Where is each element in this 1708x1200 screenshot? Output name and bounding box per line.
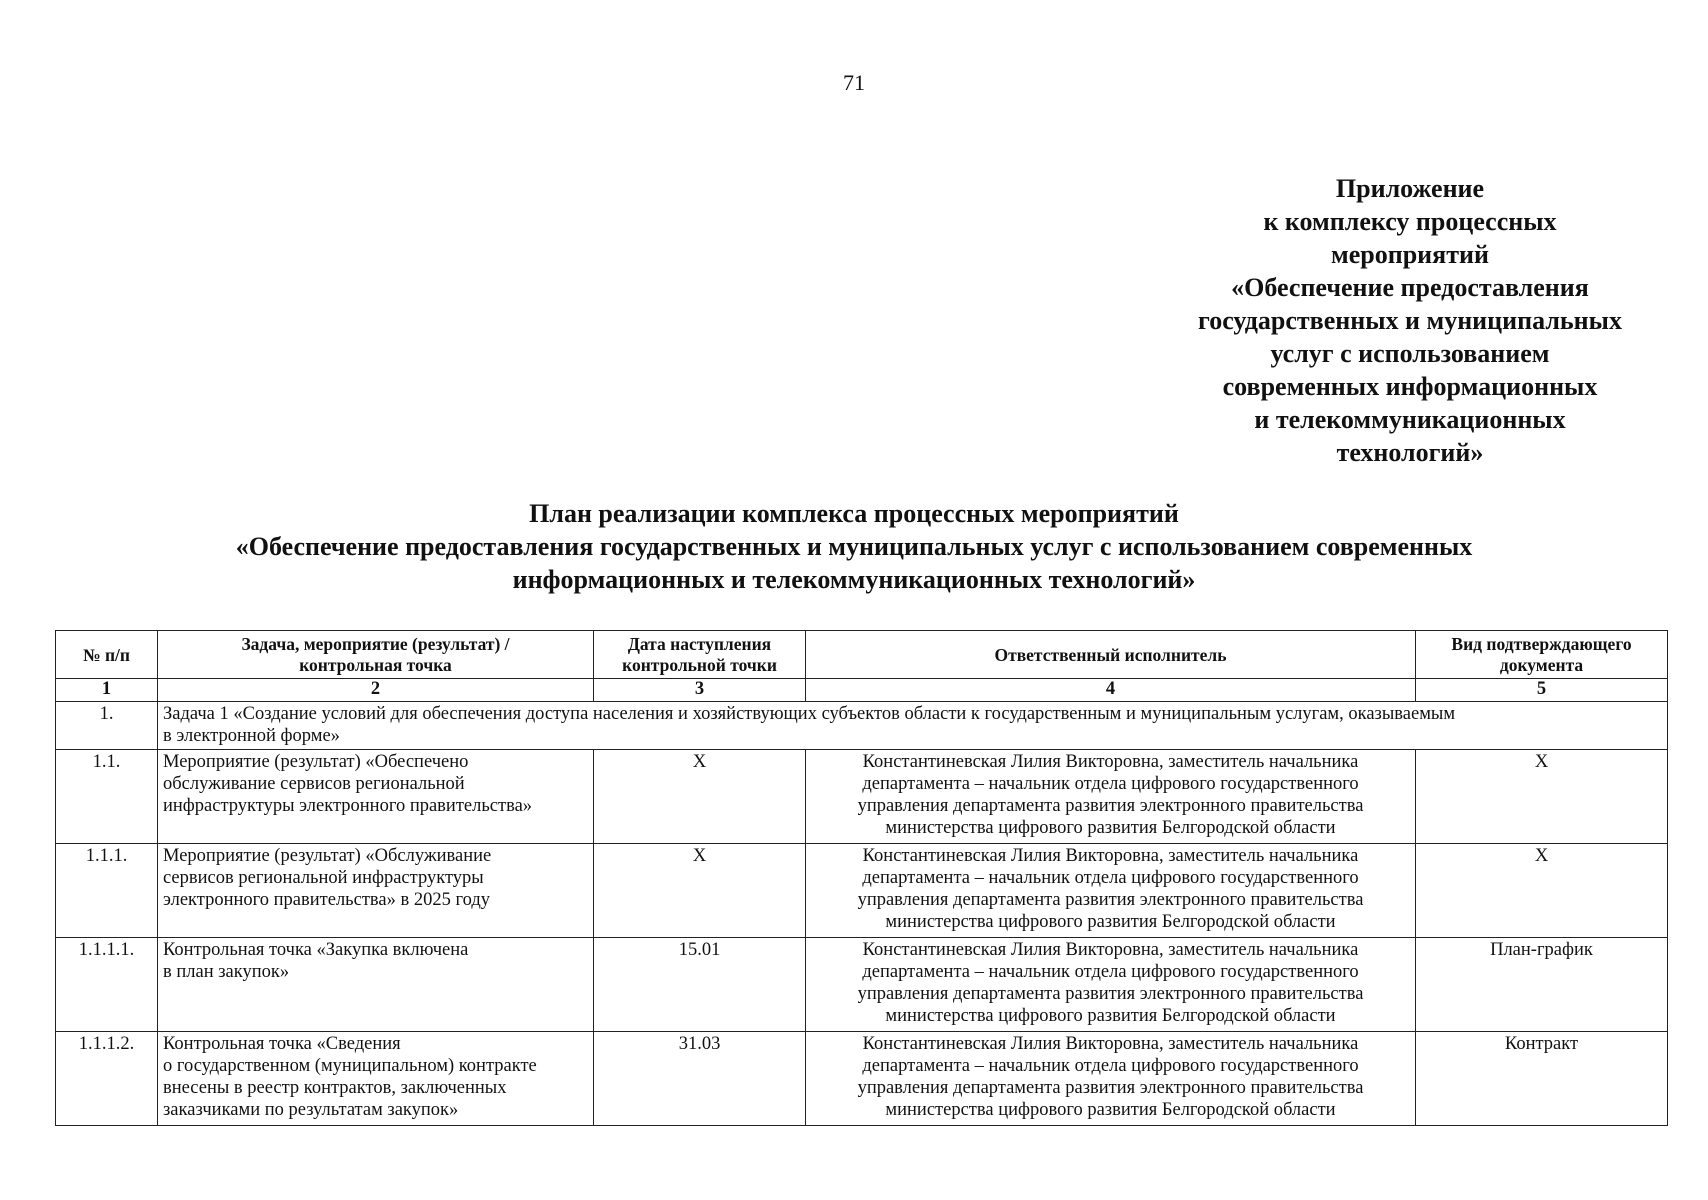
appendix-line: и телекоммуникационных (1254, 405, 1566, 434)
plan-title-line: План реализации комплекса процессных мероприятий (529, 499, 1179, 528)
appendix-line: Приложение (1335, 174, 1485, 203)
plan-title (0, 497, 1708, 596)
row-date: Х (594, 844, 806, 938)
row-task: Мероприятие (результат) «Обслуживание сервисов региональной инфраструктуры электронного правительства» в 2025 году (158, 844, 594, 938)
column-number: 5 (1416, 679, 1668, 702)
appendix-line: к комплексу процессных (1263, 207, 1557, 236)
table-row (56, 938, 1668, 1032)
row-task: Контрольная точка «Закупка включена в план закупок» (158, 938, 594, 1032)
appendix-line: «Обеспечение предоставления (1231, 273, 1589, 302)
row-num: 1.1. (56, 750, 158, 844)
plan-title-line: информационных и телекоммуникационных технологий» (512, 565, 1196, 594)
plan-table (55, 630, 1668, 1126)
task-row (56, 702, 1668, 750)
column-number: 2 (158, 679, 594, 702)
row-doc: Х (1416, 750, 1668, 844)
column-number: 1 (56, 679, 158, 702)
appendix-line: технологий» (1336, 438, 1484, 467)
row-doc: План-график (1416, 938, 1668, 1032)
row-task: Контрольная точка «Сведения о государственном (муниципальном) контракте внесены в реестр контрактов, заключенных заказчиками по результатам закупок» (158, 1032, 594, 1126)
page-number: 71 (843, 70, 865, 95)
plan-title-line: «Обеспечение предоставления государственных и муниципальных услуг с использованием современных (235, 532, 1473, 561)
row-date: 15.01 (594, 938, 806, 1032)
row-responsible: Константиневская Лилия Викторовна, заместитель начальника департамента – начальник отдела цифрового государственного управления департамента развития электронного правительства министерства цифрового развития Белгородской области (806, 1032, 1416, 1126)
appendix-line: услуг с использованием (1270, 339, 1550, 368)
appendix-line: современных информационных (1222, 372, 1598, 401)
row-num: 1.1.1.1. (56, 938, 158, 1032)
row-doc: Контракт (1416, 1032, 1668, 1126)
row-doc: Х (1416, 844, 1668, 938)
column-number: 3 (594, 679, 806, 702)
row-responsible: Константиневская Лилия Викторовна, заместитель начальника департамента – начальник отдела цифрового государственного управления департамента развития электронного правительства министерства цифрового развития Белгородской области (806, 750, 1416, 844)
task-text: Задача 1 «Создание условий для обеспечения доступа населения и хозяйствующих субъектов области к государственным и муниципальным услугам, оказываемым в электронной форме» (158, 702, 1668, 750)
row-date: Х (594, 750, 806, 844)
row-responsible: Константиневская Лилия Викторовна, заместитель начальника департамента – начальник отдела цифрового государственного управления департамента развития электронного правительства министерства цифрового развития Белгородской области (806, 844, 1416, 938)
appendix-line: мероприятий (1331, 240, 1489, 269)
table-row (56, 750, 1668, 844)
table-row (56, 844, 1668, 938)
column-number-row (56, 679, 1668, 702)
column-number: 4 (806, 679, 1416, 702)
row-responsible: Константиневская Лилия Викторовна, заместитель начальника департамента – начальник отдела цифрового государственного управления департамента развития электронного правительства министерства цифрового развития Белгородской области (806, 938, 1416, 1032)
table-header-row (56, 631, 1668, 679)
header-doc: Вид подтверждающего документа (1416, 631, 1668, 679)
row-num: 1.1.1.2. (56, 1032, 158, 1126)
header-responsible: Ответственный исполнитель (806, 631, 1416, 679)
header-task: Задача, мероприятие (результат) / контрольная точка (158, 631, 594, 679)
row-num: 1. (56, 702, 158, 750)
appendix-line: государственных и муниципальных (1198, 306, 1622, 335)
row-task: Мероприятие (результат) «Обеспечено обслуживание сервисов региональной инфраструктуры электронного правительства» (158, 750, 594, 844)
header-date: Дата наступления контрольной точки (594, 631, 806, 679)
appendix-heading (1150, 172, 1670, 469)
table-row (56, 1032, 1668, 1126)
row-num: 1.1.1. (56, 844, 158, 938)
row-date: 31.03 (594, 1032, 806, 1126)
header-num: № п/п (56, 631, 158, 679)
